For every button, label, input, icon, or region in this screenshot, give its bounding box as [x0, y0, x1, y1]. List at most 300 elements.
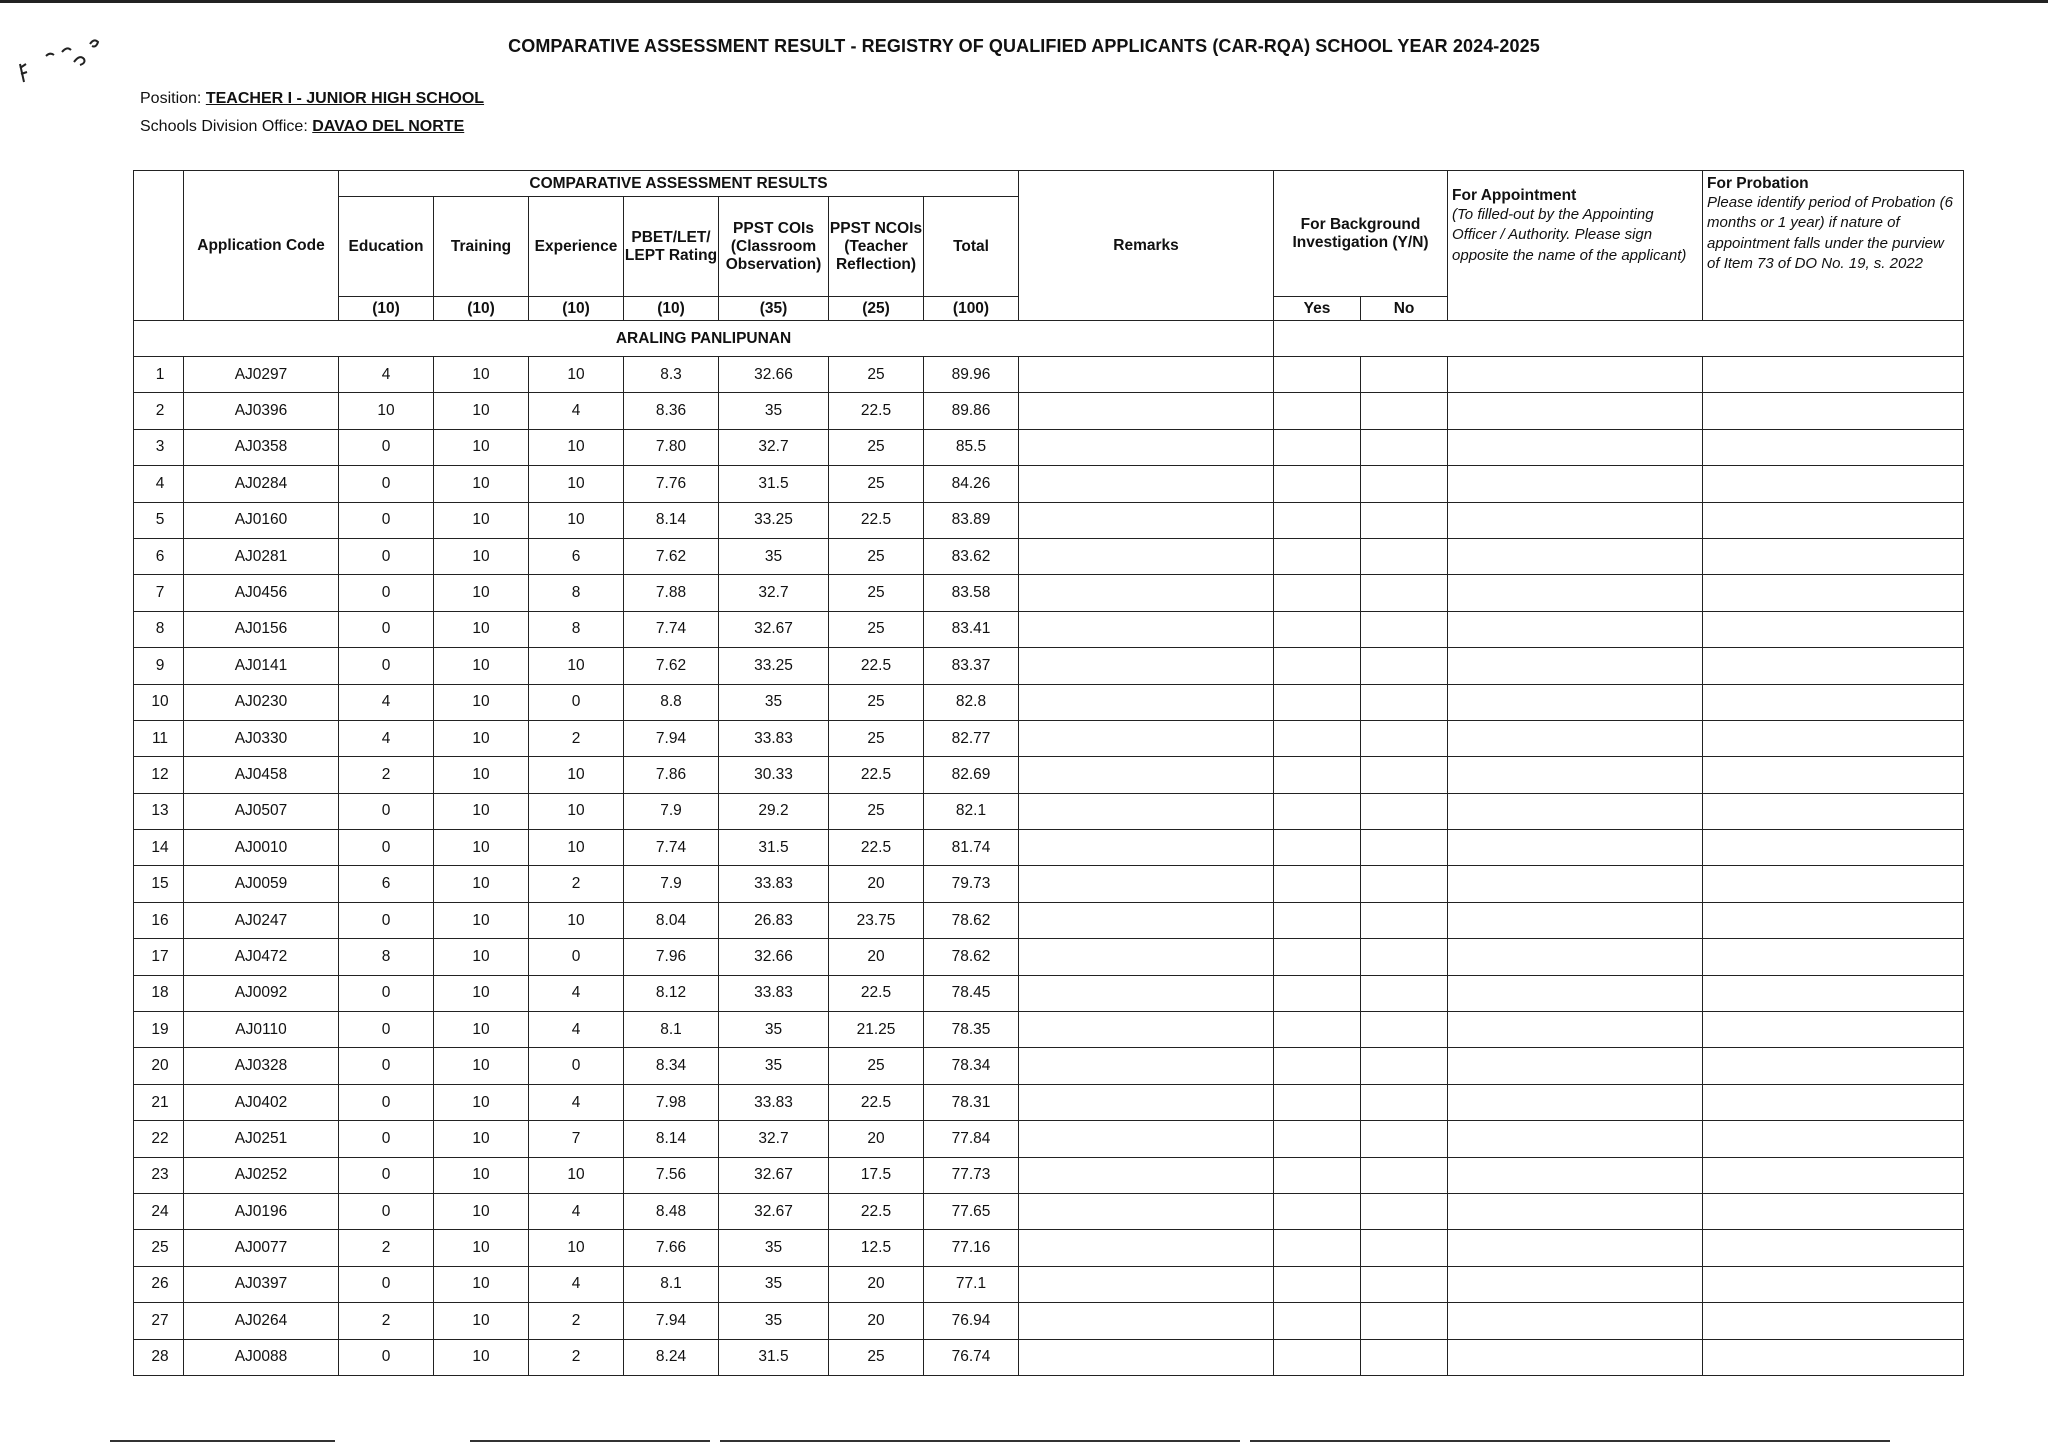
background-yes-cell[interactable] — [1274, 611, 1361, 647]
probation-cell[interactable] — [1703, 1121, 1964, 1157]
probation-cell[interactable] — [1703, 757, 1964, 793]
remarks-cell[interactable] — [1019, 684, 1274, 720]
ncoi-score: 20 — [829, 939, 924, 975]
probation-cell[interactable] — [1703, 720, 1964, 756]
probation-cell[interactable] — [1703, 648, 1964, 684]
education-score: 0 — [339, 975, 434, 1011]
application-code: AJ0247 — [184, 902, 339, 938]
background-yes-cell[interactable] — [1274, 1230, 1361, 1266]
row-number: 17 — [134, 939, 184, 975]
coi-score: 33.25 — [719, 502, 829, 538]
probation-cell[interactable] — [1703, 902, 1964, 938]
background-yes-cell[interactable] — [1274, 720, 1361, 756]
appointment-cell[interactable] — [1448, 902, 1703, 938]
pbet-header: PBET/LET/ LEPT Rating — [624, 197, 719, 297]
training-score: 10 — [434, 1084, 529, 1120]
row-number: 22 — [134, 1121, 184, 1157]
total-score: 79.73 — [924, 866, 1019, 902]
experience-score: 0 — [529, 1048, 624, 1084]
probation-cell[interactable] — [1703, 1157, 1964, 1193]
pbet-rating: 8.36 — [624, 393, 719, 429]
probation-cell[interactable] — [1703, 538, 1964, 574]
education-score: 4 — [339, 357, 434, 393]
ncoi-score: 22.5 — [829, 1084, 924, 1120]
background-header: For Background Investigation (Y/N) — [1274, 171, 1448, 297]
application-code: AJ0264 — [184, 1303, 339, 1339]
probation-cell[interactable] — [1703, 502, 1964, 538]
background-yes-cell[interactable] — [1274, 684, 1361, 720]
probation-cell[interactable] — [1703, 1303, 1964, 1339]
background-no-cell[interactable] — [1361, 357, 1448, 393]
coi-score: 32.7 — [719, 429, 829, 465]
total-score: 85.5 — [924, 429, 1019, 465]
training-score: 10 — [434, 538, 529, 574]
background-no-cell[interactable] — [1361, 1230, 1448, 1266]
total-score: 77.84 — [924, 1121, 1019, 1157]
background-no-cell[interactable] — [1361, 648, 1448, 684]
education-score: 0 — [339, 1157, 434, 1193]
pbet-rating: 7.96 — [624, 939, 719, 975]
scan-bottom-mark — [110, 1440, 335, 1442]
appointment-cell[interactable] — [1448, 720, 1703, 756]
background-yes-cell[interactable] — [1274, 757, 1361, 793]
row-number: 13 — [134, 793, 184, 829]
section-blank — [1274, 321, 1964, 357]
pbet-rating: 8.1 — [624, 1012, 719, 1048]
probation-cell[interactable] — [1703, 684, 1964, 720]
remarks-cell[interactable] — [1019, 393, 1274, 429]
education-score: 2 — [339, 757, 434, 793]
row-number: 7 — [134, 575, 184, 611]
remarks-cell[interactable] — [1019, 1121, 1274, 1157]
education-score: 10 — [339, 393, 434, 429]
application-code: AJ0330 — [184, 720, 339, 756]
experience-score: 10 — [529, 648, 624, 684]
probation-cell[interactable] — [1703, 1193, 1964, 1229]
pbet-rating: 8.34 — [624, 1048, 719, 1084]
training-score: 10 — [434, 1230, 529, 1266]
remarks-cell[interactable] — [1019, 830, 1274, 866]
probation-note: Please identify period of Probation (6 months or 1 year) if nature of appointment falls under the purview of Item 73 of DO No. 19, s. 2022 — [1707, 194, 1954, 272]
background-no-cell[interactable] — [1361, 793, 1448, 829]
row-number-header — [134, 171, 184, 321]
appointment-cell[interactable] — [1448, 975, 1703, 1011]
total-score: 89.96 — [924, 357, 1019, 393]
coi-score: 35 — [719, 1012, 829, 1048]
coi-score: 31.5 — [719, 1339, 829, 1375]
experience-score: 4 — [529, 1193, 624, 1229]
background-no-cell[interactable] — [1361, 830, 1448, 866]
background-no-cell[interactable] — [1361, 502, 1448, 538]
education-score: 0 — [339, 1012, 434, 1048]
probation-cell[interactable] — [1703, 866, 1964, 902]
appointment-cell[interactable] — [1448, 538, 1703, 574]
background-no-cell[interactable] — [1361, 1303, 1448, 1339]
table-row — [134, 1193, 1964, 1229]
remarks-cell[interactable] — [1019, 1303, 1274, 1339]
experience-score: 6 — [529, 538, 624, 574]
application-code: AJ0196 — [184, 1193, 339, 1229]
coi-score: 33.83 — [719, 975, 829, 1011]
training-score: 10 — [434, 357, 529, 393]
remarks-cell[interactable] — [1019, 1157, 1274, 1193]
application-code: AJ0402 — [184, 1084, 339, 1120]
remarks-cell[interactable] — [1019, 1193, 1274, 1229]
remarks-cell[interactable] — [1019, 793, 1274, 829]
background-no-cell[interactable] — [1361, 393, 1448, 429]
remarks-cell[interactable] — [1019, 975, 1274, 1011]
background-yes-cell[interactable] — [1274, 1266, 1361, 1302]
background-no-cell[interactable] — [1361, 1157, 1448, 1193]
background-yes-cell[interactable] — [1274, 1084, 1361, 1120]
background-no-cell[interactable] — [1361, 1084, 1448, 1120]
appointment-cell[interactable] — [1448, 357, 1703, 393]
experience-score: 10 — [529, 502, 624, 538]
experience-score: 0 — [529, 684, 624, 720]
probation-cell[interactable] — [1703, 611, 1964, 647]
remarks-cell[interactable] — [1019, 1339, 1274, 1375]
position-label: Position: — [140, 90, 202, 107]
remarks-cell[interactable] — [1019, 1084, 1274, 1120]
ncoi-score: 20 — [829, 1266, 924, 1302]
row-number: 14 — [134, 830, 184, 866]
probation-cell[interactable] — [1703, 1339, 1964, 1375]
total-score: 78.31 — [924, 1084, 1019, 1120]
ncoi-score: 25 — [829, 538, 924, 574]
ncoi-score: 25 — [829, 720, 924, 756]
training-score: 10 — [434, 684, 529, 720]
experience-score: 4 — [529, 393, 624, 429]
row-number: 20 — [134, 1048, 184, 1084]
appointment-cell[interactable] — [1448, 611, 1703, 647]
background-yes-cell[interactable] — [1274, 1303, 1361, 1339]
training-score: 10 — [434, 502, 529, 538]
probation-cell[interactable] — [1703, 939, 1964, 975]
application-code: AJ0110 — [184, 1012, 339, 1048]
background-no-cell[interactable] — [1361, 757, 1448, 793]
education-header: Education — [339, 197, 434, 297]
coi-score: 35 — [719, 538, 829, 574]
training-score: 10 — [434, 830, 529, 866]
background-yes-cell[interactable] — [1274, 357, 1361, 393]
division-value: DAVAO DEL NORTE — [312, 118, 465, 135]
background-yes-cell[interactable] — [1274, 429, 1361, 465]
ncoi-score: 22.5 — [829, 757, 924, 793]
row-number: 25 — [134, 1230, 184, 1266]
background-yes-cell[interactable] — [1274, 1048, 1361, 1084]
remarks-cell[interactable] — [1019, 648, 1274, 684]
background-yes-cell[interactable] — [1274, 830, 1361, 866]
remarks-cell[interactable] — [1019, 538, 1274, 574]
background-no-cell[interactable] — [1361, 866, 1448, 902]
row-number: 2 — [134, 393, 184, 429]
probation-cell[interactable] — [1703, 429, 1964, 465]
appointment-cell[interactable] — [1448, 1084, 1703, 1120]
appointment-cell[interactable] — [1448, 1303, 1703, 1339]
appointment-cell[interactable] — [1448, 684, 1703, 720]
education-score: 8 — [339, 939, 434, 975]
background-yes-cell[interactable] — [1274, 466, 1361, 502]
ncoi-score: 22.5 — [829, 1193, 924, 1229]
experience-score: 2 — [529, 1339, 624, 1375]
background-no-cell[interactable] — [1361, 538, 1448, 574]
experience-score: 2 — [529, 866, 624, 902]
remarks-cell[interactable] — [1019, 575, 1274, 611]
ncoi-score: 25 — [829, 429, 924, 465]
experience-score: 0 — [529, 939, 624, 975]
position-value: TEACHER I - JUNIOR HIGH SCHOOL — [205, 90, 485, 107]
coi-score: 26.83 — [719, 902, 829, 938]
experience-score: 10 — [529, 793, 624, 829]
education-score: 0 — [339, 502, 434, 538]
appointment-cell[interactable] — [1448, 1012, 1703, 1048]
appointment-cell[interactable] — [1448, 1230, 1703, 1266]
application-code: AJ0397 — [184, 1266, 339, 1302]
coi-score: 32.7 — [719, 1121, 829, 1157]
row-number: 8 — [134, 611, 184, 647]
row-number: 21 — [134, 1084, 184, 1120]
background-yes-cell[interactable] — [1274, 1121, 1361, 1157]
table-row — [134, 1303, 1964, 1339]
coi-score: 29.2 — [719, 793, 829, 829]
background-yes-cell[interactable] — [1274, 793, 1361, 829]
assessment-table — [133, 170, 1964, 1376]
probation-cell[interactable] — [1703, 393, 1964, 429]
coi-score: 35 — [719, 684, 829, 720]
education-score: 0 — [339, 648, 434, 684]
coi-score: 31.5 — [719, 830, 829, 866]
appointment-cell[interactable] — [1448, 466, 1703, 502]
table-row — [134, 1012, 1964, 1048]
education-score: 0 — [339, 466, 434, 502]
appointment-cell[interactable] — [1448, 1339, 1703, 1375]
education-score: 0 — [339, 1339, 434, 1375]
row-number: 19 — [134, 1012, 184, 1048]
remarks-cell[interactable] — [1019, 429, 1274, 465]
background-no-cell[interactable] — [1361, 429, 1448, 465]
appointment-cell[interactable] — [1448, 575, 1703, 611]
experience-score: 4 — [529, 1266, 624, 1302]
row-number: 27 — [134, 1303, 184, 1339]
ncoi-score: 20 — [829, 866, 924, 902]
training-score: 10 — [434, 975, 529, 1011]
total-score: 78.35 — [924, 1012, 1019, 1048]
education-score: 0 — [339, 1084, 434, 1120]
table-row — [134, 1048, 1964, 1084]
appointment-cell[interactable] — [1448, 1193, 1703, 1229]
probation-cell[interactable] — [1703, 793, 1964, 829]
appointment-header — [1448, 171, 1703, 321]
coi-score: 32.66 — [719, 357, 829, 393]
coi-score: 32.7 — [719, 575, 829, 611]
ncoi-score: 22.5 — [829, 502, 924, 538]
background-yes-cell[interactable] — [1274, 939, 1361, 975]
background-no-cell[interactable] — [1361, 1266, 1448, 1302]
remarks-cell[interactable] — [1019, 357, 1274, 393]
scan-bottom-mark — [720, 1440, 1240, 1442]
background-yes-cell[interactable] — [1274, 866, 1361, 902]
table-row — [134, 648, 1964, 684]
remarks-cell[interactable] — [1019, 466, 1274, 502]
experience-header: Experience — [529, 197, 624, 297]
probation-cell[interactable] — [1703, 1048, 1964, 1084]
pbet-rating: 8.04 — [624, 902, 719, 938]
background-no-cell[interactable] — [1361, 720, 1448, 756]
pbet-rating: 8.8 — [624, 684, 719, 720]
background-no-cell[interactable] — [1361, 684, 1448, 720]
background-yes-cell[interactable] — [1274, 902, 1361, 938]
training-score: 10 — [434, 1157, 529, 1193]
appointment-cell[interactable] — [1448, 393, 1703, 429]
appointment-cell[interactable] — [1448, 1157, 1703, 1193]
ncoi-score: 17.5 — [829, 1157, 924, 1193]
pbet-rating: 8.14 — [624, 502, 719, 538]
ncoi-score: 22.5 — [829, 830, 924, 866]
coi-score: 35 — [719, 1303, 829, 1339]
background-no-cell[interactable] — [1361, 1121, 1448, 1157]
appointment-cell[interactable] — [1448, 502, 1703, 538]
background-no-cell[interactable] — [1361, 975, 1448, 1011]
appointment-cell[interactable] — [1448, 1048, 1703, 1084]
car-group-header: COMPARATIVE ASSESSMENT RESULTS — [339, 171, 1019, 197]
training-score: 10 — [434, 1303, 529, 1339]
background-yes-cell[interactable] — [1274, 393, 1361, 429]
education-score: 0 — [339, 611, 434, 647]
remarks-cell[interactable] — [1019, 757, 1274, 793]
table-row — [134, 684, 1964, 720]
section-header: ARALING PANLIPUNAN — [134, 321, 1274, 357]
total-score: 78.62 — [924, 939, 1019, 975]
appointment-cell[interactable] — [1448, 866, 1703, 902]
total-score: 83.37 — [924, 648, 1019, 684]
remarks-cell[interactable] — [1019, 939, 1274, 975]
total-score: 77.73 — [924, 1157, 1019, 1193]
background-yes-cell[interactable] — [1274, 1157, 1361, 1193]
training-score: 10 — [434, 1048, 529, 1084]
experience-score: 4 — [529, 1012, 624, 1048]
background-no-cell[interactable] — [1361, 1048, 1448, 1084]
education-score: 4 — [339, 720, 434, 756]
ncoi-score: 20 — [829, 1121, 924, 1157]
probation-cell[interactable] — [1703, 830, 1964, 866]
remarks-cell[interactable] — [1019, 1012, 1274, 1048]
background-no-cell[interactable] — [1361, 939, 1448, 975]
application-code: AJ0160 — [184, 502, 339, 538]
background-yes-cell[interactable] — [1274, 648, 1361, 684]
background-yes-cell[interactable] — [1274, 1193, 1361, 1229]
document-title: COMPARATIVE ASSESSMENT RESULT - REGISTRY OF QUALIFIED APPLICANTS (CAR-RQA) SCHOOL YEAR 2024-2025 — [508, 36, 1540, 56]
ncoi-score: 25 — [829, 1048, 924, 1084]
remarks-cell[interactable] — [1019, 502, 1274, 538]
background-no-cell[interactable] — [1361, 1193, 1448, 1229]
remarks-cell[interactable] — [1019, 1266, 1274, 1302]
application-code: AJ0507 — [184, 793, 339, 829]
appointment-cell[interactable] — [1448, 648, 1703, 684]
probation-cell[interactable] — [1703, 1230, 1964, 1266]
pbet-rating: 7.66 — [624, 1230, 719, 1266]
row-number: 15 — [134, 866, 184, 902]
probation-cell[interactable] — [1703, 575, 1964, 611]
education-score: 0 — [339, 429, 434, 465]
appointment-cell[interactable] — [1448, 1121, 1703, 1157]
background-no-cell[interactable] — [1361, 902, 1448, 938]
remarks-cell[interactable] — [1019, 866, 1274, 902]
application-code: AJ0252 — [184, 1157, 339, 1193]
training-score: 10 — [434, 939, 529, 975]
application-code: AJ0297 — [184, 357, 339, 393]
probation-cell[interactable] — [1703, 357, 1964, 393]
coi-score: 33.83 — [719, 720, 829, 756]
background-yes-cell[interactable] — [1274, 538, 1361, 574]
total-score: 77.65 — [924, 1193, 1019, 1229]
ncoi-score: 25 — [829, 684, 924, 720]
background-no-cell[interactable] — [1361, 1339, 1448, 1375]
table-row — [134, 466, 1964, 502]
appointment-cell[interactable] — [1448, 757, 1703, 793]
background-yes-cell[interactable] — [1274, 975, 1361, 1011]
table-row — [134, 357, 1964, 393]
remarks-cell[interactable] — [1019, 611, 1274, 647]
row-number: 28 — [134, 1339, 184, 1375]
appointment-note: (To filled-out by the Appointing Officer / Authority. Please sign opposite the name of the applicant) — [1452, 206, 1687, 264]
probation-cell[interactable] — [1703, 1084, 1964, 1120]
division-line — [140, 118, 464, 136]
background-yes-cell[interactable] — [1274, 502, 1361, 538]
coi-score: 31.5 — [719, 466, 829, 502]
remarks-cell[interactable] — [1019, 720, 1274, 756]
total-max: (100) — [924, 297, 1019, 321]
pbet-rating: 8.48 — [624, 1193, 719, 1229]
probation-cell[interactable] — [1703, 975, 1964, 1011]
appointment-cell[interactable] — [1448, 1266, 1703, 1302]
ncoi-score: 22.5 — [829, 975, 924, 1011]
background-yes-cell[interactable] — [1274, 1012, 1361, 1048]
appointment-cell[interactable] — [1448, 429, 1703, 465]
background-yes-cell[interactable] — [1274, 1339, 1361, 1375]
coi-score: 35 — [719, 1230, 829, 1266]
remarks-cell[interactable] — [1019, 1048, 1274, 1084]
appointment-cell[interactable] — [1448, 793, 1703, 829]
coi-score: 35 — [719, 393, 829, 429]
probation-cell[interactable] — [1703, 1012, 1964, 1048]
table-row — [134, 975, 1964, 1011]
application-code-header: Application Code — [184, 171, 339, 321]
table-row — [134, 393, 1964, 429]
pbet-rating: 7.56 — [624, 1157, 719, 1193]
appointment-cell[interactable] — [1448, 939, 1703, 975]
appointment-cell[interactable] — [1448, 830, 1703, 866]
remarks-cell[interactable] — [1019, 902, 1274, 938]
probation-cell[interactable] — [1703, 1266, 1964, 1302]
experience-score: 10 — [529, 1230, 624, 1266]
background-no-cell[interactable] — [1361, 1012, 1448, 1048]
experience-score: 10 — [529, 902, 624, 938]
background-no-cell[interactable] — [1361, 466, 1448, 502]
pbet-rating: 7.74 — [624, 830, 719, 866]
total-score: 89.86 — [924, 393, 1019, 429]
remarks-cell[interactable] — [1019, 1230, 1274, 1266]
application-code: AJ0458 — [184, 757, 339, 793]
coi-score: 32.66 — [719, 939, 829, 975]
background-yes-cell[interactable] — [1274, 575, 1361, 611]
probation-cell[interactable] — [1703, 466, 1964, 502]
background-no-cell[interactable] — [1361, 575, 1448, 611]
experience-score: 10 — [529, 466, 624, 502]
background-no-cell[interactable] — [1361, 611, 1448, 647]
education-score: 0 — [339, 902, 434, 938]
training-score: 10 — [434, 720, 529, 756]
experience-score: 10 — [529, 1157, 624, 1193]
